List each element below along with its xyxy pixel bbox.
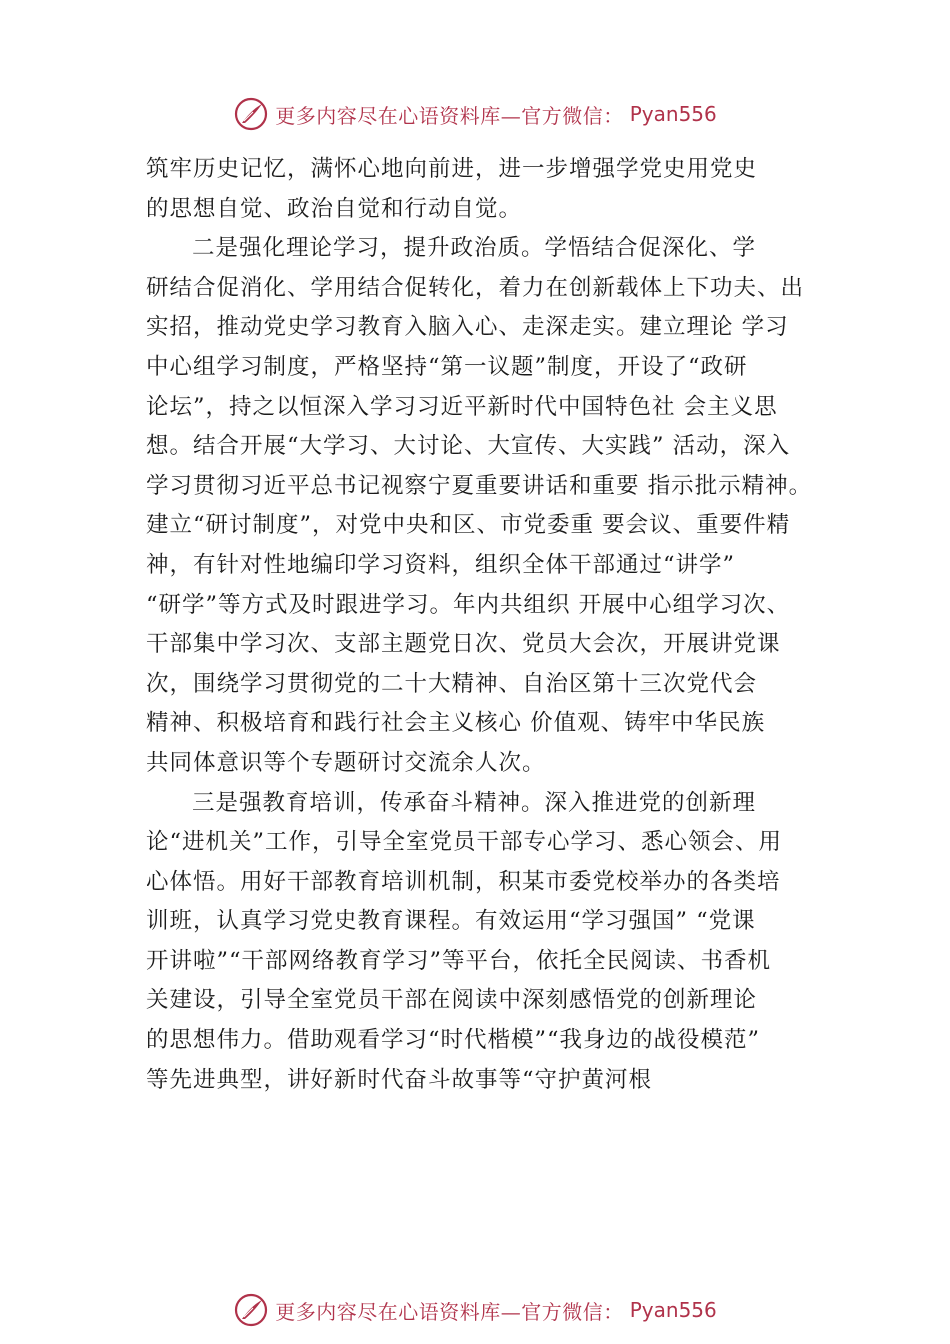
text-line: 论“进机关”工作，引导全室党员干部专心学习、悉心领会、用 [146, 829, 783, 856]
watermark-text: 更多内容尽在心语资料库—官方微信： [275, 103, 624, 128]
text-line: 心体悟。用好干部教育培训机制，积某市委党校举办的各类培 [146, 868, 781, 895]
watermark-text: 更多内容尽在心语资料库—官方微信： [275, 1299, 624, 1324]
text-line: 训班，认真学习党史教育课程。有效运用“学习强国” “党课 [146, 908, 756, 935]
header-watermark [0, 92, 950, 136]
text-line: 中心组学习制度，严格坚持“第一议题”制度，开设了“政研 [146, 353, 748, 380]
text-line: 等先进典型，讲好新时代奋斗故事等“守护黄河根 [146, 1066, 653, 1093]
feather-logo-icon [233, 1292, 269, 1328]
watermark-account: Pyan556 [629, 102, 717, 126]
document-body [146, 150, 846, 1100]
text-line: 的思想伟力。借助观看学习“时代楷模”“我身边的战役模范” [146, 1027, 761, 1054]
text-line: “研学”等方式及时跟进学习。年内共组织 开展中心组学习次、 [146, 591, 791, 618]
text-line: 研结合促消化、学用结合促转化，着力在创新载体上下功夫、出 [146, 274, 805, 301]
text-line: 次，围绕学习贯彻党的二十大精神、自治区第十三次党代会 [146, 670, 758, 697]
text-line: 筑牢历史记忆，满怀心地向前进，进一步增强学党史用党史 [146, 156, 758, 182]
paragraph-start-line: 二是强化理论学习，提升政治质。学悟结合促深化、学 [192, 235, 757, 262]
text-line: 学习贯彻习近平总书记视察宁夏重要讲话和重要 指示批示精神。 [146, 472, 813, 499]
text-line: 精神、积极培育和践行社会主义核心 价值观、铸牢中华民族 [146, 710, 766, 737]
text-line: 关建设，引导全室党员干部在阅读中深刻感悟党的创新理论 [146, 987, 758, 1014]
watermark-account: Pyan556 [629, 1298, 717, 1322]
text-line: 的思想自觉、政治自觉和行动自觉。 [146, 195, 523, 222]
footer-watermark [0, 1288, 950, 1332]
text-line: 论坛”，持之以恒深入学习习近平新时代中国特色社 会主义思 [146, 393, 778, 420]
feather-logo-icon [233, 96, 269, 132]
text-line: 建立“研讨制度”，对党中央和区、市党委重 要会议、重要件精 [146, 512, 791, 539]
text-line: 开讲啦”“干部网络教育学习”等平台，依托全民阅读、书香机 [146, 947, 772, 974]
text-line: 神，有针对性地编印学习资料，组织全体干部通过“讲学” [146, 551, 736, 578]
text-line: 想。结合开展“大学习、大讨论、大宣传、大实践” 活动，深入 [146, 433, 791, 460]
paragraph-start-line: 三是强教育培训，传承奋斗精神。深入推进党的创新理 [192, 789, 757, 816]
text-line: 实招，推动党史学习教育入脑入心、走深走实。建立理论 学习 [146, 314, 789, 341]
text-line: 共同体意识等个专题研讨交流余人次。 [146, 749, 546, 776]
text-line: 干部集中学习次、支部主题党日次、党员大会次，开展讲党课 [146, 631, 781, 658]
